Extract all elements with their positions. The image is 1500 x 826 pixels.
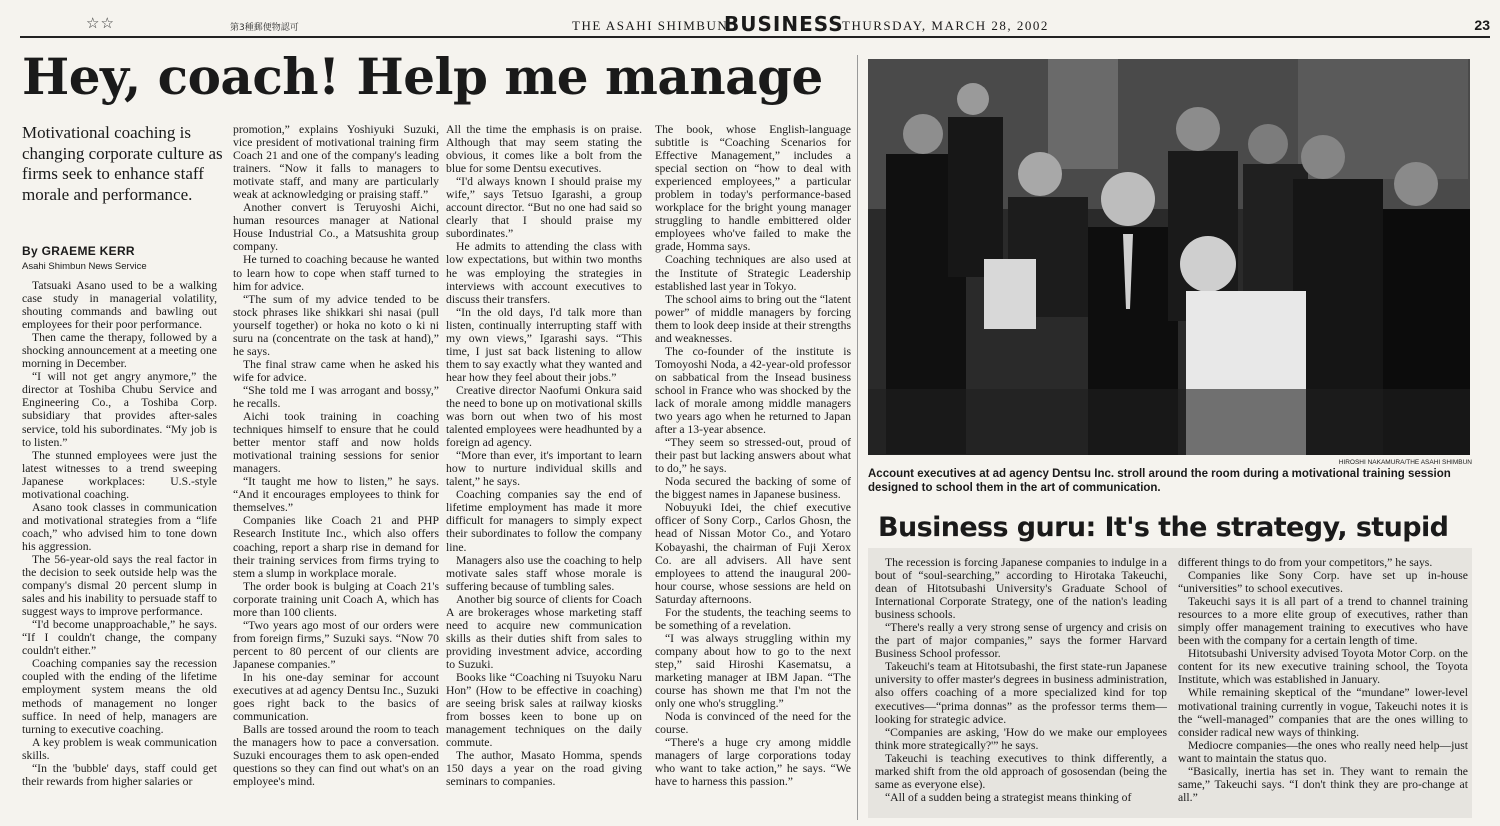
paragraph: Balls are tossed around the room to teach the managers how to pace a conversation. Suzuki encourages them to ask open-ended questions so they can find out what's on an employee's mind. — [233, 723, 439, 789]
masthead — [20, 14, 1490, 38]
paragraph: “Two years ago most of our orders were from foreign firms,” Suzuki says. “Now 70 percent to 80 percent of our clients are Japanese companies.” — [233, 618, 439, 671]
paragraph: Companies like Sony Corp. have set up in-house “universities” to school executives. — [1178, 569, 1468, 596]
paragraph: “In the 'bubble' days, staff could get their rewards from higher salaries or — [22, 761, 217, 788]
edition-stars: ☆☆ — [86, 14, 115, 32]
paragraph: Mediocre companies—the ones who really need help—just want to maintain the status quo. — [1178, 738, 1468, 765]
paragraph: For the students, the teaching seems to be something of a revelation. — [655, 605, 851, 632]
section-name: BUSINESS — [724, 12, 844, 36]
paragraph: The book, whose English-language subtitle is “Coaching Scenarios for Effective Management,” includes a special section on “how to deal with experienced employees,” a particular problem in today's performance-based workplace for the bright young manager struggling to handle embittered older employees who've failed to make the grade, Homma says. — [655, 123, 851, 254]
paragraph: “I will not get angry anymore,” the director at Toshiba Chubu Service and Engineering Co., a Toshiba Corp. subsidiary that provides after-sales service, told his subordinates. “My job is to listen.” — [22, 370, 217, 449]
paragraph: Nobuyuki Idei, the chief executive officer of Sony Corp., Carlos Ghosn, the head of Nissan Motor Co., and Yotaro Kobayashi, the chairman of Fuji Xerox Co. are all advisers. All have sent employees to attend the inaugural 200-hour course, whose sessions are held on Saturday afternoons. — [655, 501, 851, 606]
paragraph: Another big source of clients for Coach A are brokerages whose marketing staff need to acquire new communication skills as their duties shift from sales to providing investment advice, according to Suzuki. — [446, 592, 642, 671]
sidebar-column-2 — [1178, 556, 1468, 814]
paragraph: The stunned employees were just the latest witnesses to a trend sweeping Japanese workplaces: U.S.-style motivational coaching. — [22, 448, 217, 501]
paragraph: He admits to attending the class with low expectations, but within two months he was employing the strategies in interviews with account executives to discuss their transfers. — [446, 240, 642, 306]
paragraph: Hitotsubashi University advised Toyota Motor Corp. on the content for its new executive training school, the Toyota Institute, which was established in January. — [1178, 647, 1468, 687]
paragraph: Books like “Coaching ni Tsuyoku Naru Hon” (How to be effective in coaching) are seeing brisk sales at railway kiosks from bosses keen to bone up on management techniques on the daily commute. — [446, 670, 642, 750]
column-divider — [857, 55, 858, 820]
paragraph: Coaching companies say the end of lifetime employment has made it more difficult for managers to simply expect their subordinates to follow the company line. — [446, 488, 642, 554]
paragraph: Takeuchi's team at Hitotsubashi, the first state-run Japanese university to offer master's degrees in business administration, also offers coaching of a more specialized kind for top executives—“prima donnas” as the professor terms them—looking for strategic advice. — [875, 660, 1167, 726]
paragraph: Noda is convinced of the need for the course. — [655, 710, 851, 737]
paragraph: He turned to coaching because he wanted to learn how to cope when staff turned to him for advice. — [233, 253, 439, 293]
paragraph: Then came the therapy, followed by a shocking announcement at a meeting one morning in December. — [22, 331, 217, 371]
paragraph: “Companies are asking, 'How do we make our employees think more strategically?'” he says. — [875, 725, 1167, 752]
paragraph: Creative director Naofumi Onkura said the need to bone up on motivational skills was born out when two of his most talented employees were headhunted by a foreign ad agency. — [446, 383, 642, 450]
paragraph: Coaching techniques are also used at the Institute of Strategic Leadership established last year in Tokyo. — [655, 253, 851, 293]
paragraph: “In the old days, I'd talk more than listen, continually interrupting staff with my own views,” Igarashi says. “This time, I just sat back listening to allow them to say exactly what they wanted and hear how they feel about their jobs.” — [446, 305, 642, 384]
paragraph: “They seem so stressed-out, proud of their past but lacking answers about what to do,” he says. — [655, 436, 851, 476]
paragraph: The school aims to bring out the “latent power” of middle managers by forcing them to look deep inside at their strengths and weaknesses. — [655, 292, 851, 345]
news-service: Asahi Shimbun News Service — [22, 261, 147, 272]
sidebar-headline: Business guru: It's the strategy, stupid — [878, 512, 1449, 543]
paragraph: The recession is forcing Japanese companies to indulge in a bout of “soul-searching,” according to Hirotaka Takeuchi, dean of Hitotsubashi University's Graduate School of International Corporate Strategy, one of the nation's leading business schools. — [875, 556, 1167, 622]
photo-credit: HIROSHI NAKAMURA/THE ASAHI SHIMBUN — [1338, 459, 1472, 466]
sidebar-column-1 — [875, 556, 1167, 814]
paragraph: Noda secured the backing of some of the biggest names in Japanese business. — [655, 475, 851, 502]
paragraph: “She told me I was arrogant and bossy,” he recalls. — [233, 383, 439, 410]
page-number: 23 — [1474, 17, 1490, 33]
paragraph: “Basically, inertia has set in. They want to remain the same,” Takeuchi says. “I don't think they are pro-change at all.” — [1178, 764, 1468, 804]
postal-notice: 第3種郵便物認可 — [230, 23, 299, 33]
paragraph: promotion,” explains Yoshiyuki Suzuki, vice president of motivational training firm Coach 21 and one of the company's leading trainers. “Now it falls to managers to motivate staff, and many are particularly weak at acknowledging or praising staff.” — [233, 123, 439, 202]
paragraph: Takeuchi says it is all part of a trend to channel training resources to a more elite group of executives, rather than simply offer management training to executives who have been with the company for a certain length of time. — [1178, 595, 1468, 648]
paragraph: “I'd always known I should praise my wife,” says Tetsuo Igarashi, a group account director. “But no one had said so clearly that I should praise my subordinates.” — [446, 175, 642, 241]
paragraph: Takeuchi is teaching executives to think differently, a marked shift from the old approach of gososendan (being the same as everyone else). — [875, 751, 1167, 791]
story-byline: By GRAEME KERR — [22, 244, 135, 258]
paragraph: “All of a sudden being a strategist means thinking of — [885, 790, 1132, 804]
paragraph: “There's really a very strong sense of urgency and crisis on the part of major companies,” says the former Harvard Business School professor. — [875, 621, 1167, 661]
story-column-3 — [446, 123, 642, 819]
paper-name: THE ASAHI SHIMBUN — [572, 18, 729, 33]
photo-illustration — [868, 59, 1470, 455]
story-column-4 — [655, 123, 851, 819]
paragraph: “There's a huge cry among middle managers of large corporations today who want to take action,” he says. “We have to harness this passion.” — [655, 736, 851, 789]
paragraph: “I was always struggling within my company about how to go to the next step,” said Hiroshi Kasematsu, a marketing manager at IBM Japan. “The course has shown me that I'm not the only one who's struggling.” — [655, 631, 851, 711]
news-photo — [868, 59, 1470, 455]
paragraph: The order book is bulging at Coach 21's corporate training unit Coach A, which has more than 100 clients. — [233, 579, 439, 619]
story-column-2 — [233, 123, 439, 819]
story-column-1 — [22, 279, 217, 819]
paragraph: Managers also use the coaching to help motivate sales staff whose morale is suffering because of tumbling sales. — [446, 553, 642, 593]
paragraph: Companies like Coach 21 and PHP Research Institute Inc., which also offers coaching, report a sharp rise in demand for their training services from firms trying to stem a slump in workplace morale. — [233, 514, 439, 580]
paragraph: different things to do from your competitors,” he says. — [1178, 556, 1433, 569]
paragraph: In his one-day seminar for account executives at ad agency Dentsu Inc., Suzuki goes right back to the basics of communication. — [233, 670, 439, 724]
paragraph: “I'd become unapproachable,” he says. “If I couldn't change, the company couldn't either.” — [22, 618, 217, 658]
paragraph: “It taught me how to listen,” he says. “And it encourages employees to think for themselves.” — [233, 475, 439, 515]
story-headline: Hey, coach! Help me manage — [22, 47, 823, 106]
paragraph: Aichi took training in coaching techniques himself to ensure that he could better mentor staff and now holds motivational training sessions for senior managers. — [233, 410, 439, 476]
story-deck: Motivational coaching is changing corporate culture as firms seek to enhance staff morale and performance. — [22, 123, 223, 204]
paragraph: Tatsuaki Asano used to be a walking case study in managerial volatility, shouting commands and bawling out employees for their poor performance. — [22, 279, 217, 332]
paragraph: The author, Masato Homma, spends 150 days a year on the road giving seminars to companies. — [446, 749, 642, 789]
paragraph: The co-founder of the institute is Tomoyoshi Noda, a 42-year-old professor on sabbatical from the Insead business school in France who was shocked by the lack of morale among middle managers two years ago when he returned to Japan after a 13-year absence. — [655, 344, 851, 437]
paragraph: The final straw came when he asked his wife for advice. — [233, 357, 439, 384]
paragraph: While remaining skeptical of the “mundane” lower-level motivational training currently in vogue, Takeuchi notes it is the “well-managed” companies that are the ones willing to consider radical new ways of thinking. — [1178, 686, 1468, 739]
paragraph: The 56-year-old says the real factor in the decision to seek outside help was the company's dismal 20 percent slump in sales and his inability to persuade staff to suggest ways to improve performance. — [22, 552, 217, 619]
paragraph: A key problem is weak communication skills. — [22, 735, 217, 762]
paragraph: All the time the emphasis is on praise. Although that may seem stating the obvious, it comes like a bolt from the blue for some Dentsu executives. — [446, 123, 642, 176]
paragraph: “The sum of my advice tended to be stock phrases like shikkari shi nasai (pull yourself together) or hoka no koto o ki ni suru na (concentrate on the task at hand),” he says. — [233, 292, 439, 358]
photo-caption: Account executives at ad agency Dentsu Inc. stroll around the room during a motivational training session designed to school them in the art of communication. — [868, 468, 1451, 494]
paragraph: Another convert is Teruyoshi Aichi, human resources manager at National House Industrial Co., a Matsushita group company. — [233, 201, 439, 254]
paragraph: “More than ever, it's important to learn how to nurture individual skills and talent,” he says. — [446, 449, 642, 489]
paragraph: Coaching companies say the recession coupled with the ending of the lifetime employment system means the old methods of management no longer suffice. In need of help, managers are turning to executive coaching. — [22, 657, 217, 736]
issue-date: THURSDAY, MARCH 28, 2002 — [842, 18, 1049, 33]
paragraph: Asano took classes in communication and motivational strategies from a “life coach,” who advised him to tone down his aggression. — [22, 500, 217, 553]
